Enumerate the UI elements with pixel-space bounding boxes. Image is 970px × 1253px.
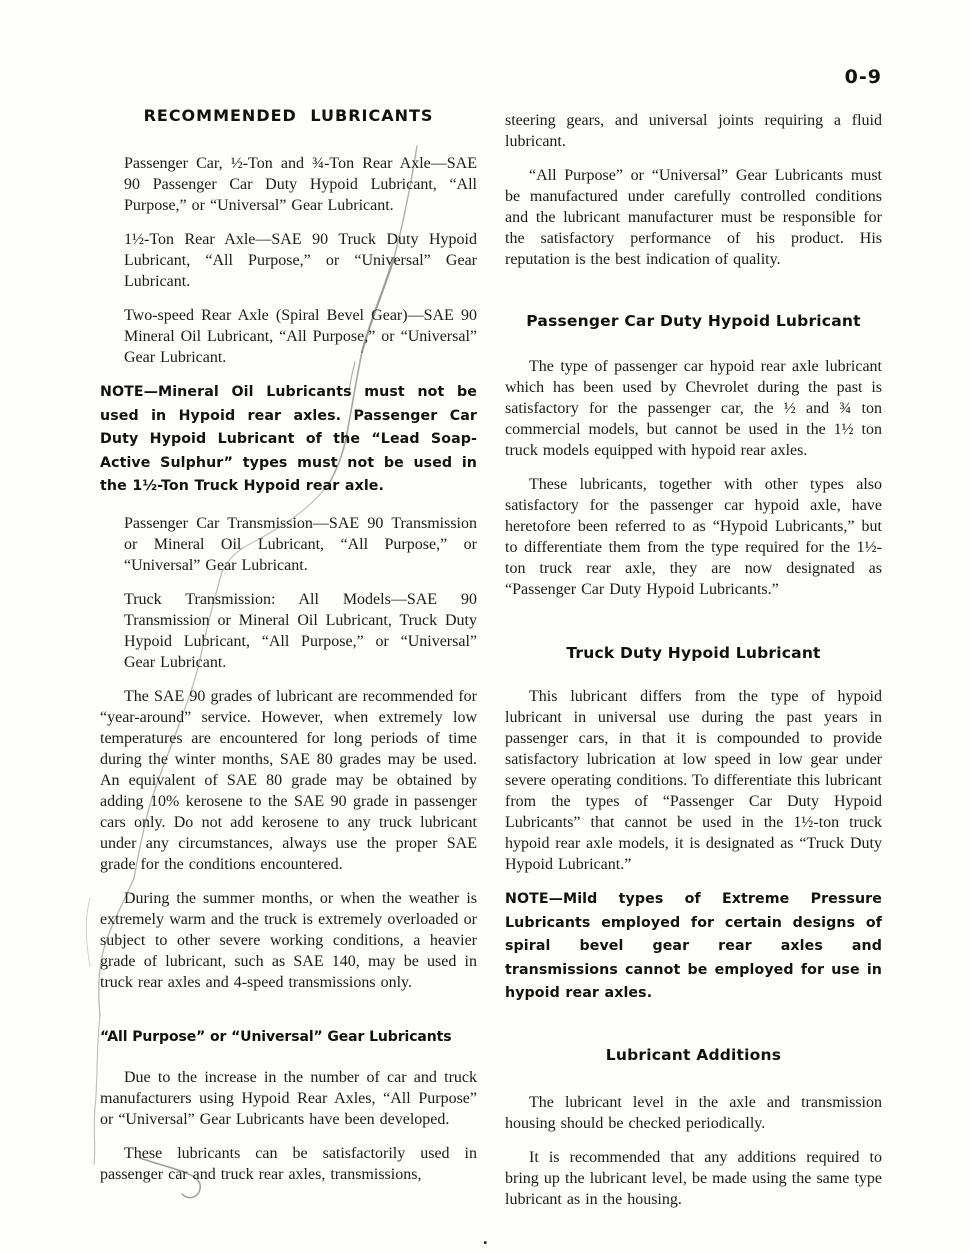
footer-mark: . bbox=[483, 1228, 488, 1248]
spec-paragraph-passenger-rear-axle: Passenger Car, ½-Ton and ¾-Ton Rear Axle—SAE 90 Passenger Car Duty Hypoid Lubricant, “All Purpose,” or “Universal” Gear Lubricant. bbox=[124, 155, 477, 214]
spec-paragraph-truck-transmission: Truck Transmission: All Models—SAE 90 Transmission or Mineral Oil Lubricant, Truck Duty Hypoid Lubricant, “All Purpose,” or “Universal” Gear Lubricant. bbox=[124, 590, 477, 671]
paragraph-due-to-increase: Due to the increase in the number of car and truck manufacturers using Hypoid Rear Axles, “All Purpose” or “Universal” Gear Lubricants have been developed. bbox=[100, 1068, 477, 1128]
subheading-all-purpose-lubricants: “All Purpose” or “Universal” Gear Lubricants bbox=[100, 1028, 452, 1045]
paragraph-must-be-manufactured: “All Purpose” or “Universal” Gear Lubricants must be manufactured under carefully controlled conditions and the lubricant manufacturer must be responsible for the satisfactory performance of his product. His reputation is the best indication of quality. bbox=[505, 167, 882, 268]
paragraph-additions-recommended: It is recommended that any additions required to bring up the lubricant level, be made using the same type lubricant as in the housing. bbox=[505, 1148, 882, 1208]
heading-passenger-car-duty-hypoid: Passenger Car Duty Hypoid Lubricant bbox=[526, 312, 861, 330]
heading-lubricant-additions: Lubricant Additions bbox=[605, 1045, 782, 1064]
paragraph-sae90-grades: The SAE 90 grades of lubricant are recommended for “year-around” service. However, when extremely low temperatures are encountered for long periods of time during the winter months, SAE 80 grades may be used. An equivalent of SAE 80 grade may be obtained by adding 10% kerosene to the SAE 90 grade in passenger cars only. Do not add kerosene to any truck lubricant under any circumstances, always use the proper SAE grade for the conditions encountered. bbox=[100, 687, 477, 873]
right-column bbox=[505, 0, 882, 1223]
page-number: 0-9 bbox=[844, 66, 882, 88]
spec-paragraph-passenger-transmission: Passenger Car Transmission—SAE 90 Transmission or Mineral Oil Lubricant, “All Purpose,” or “Universal” Gear Lubricant. bbox=[124, 514, 477, 574]
paragraph-these-lubricants: These lubricants can be satisfactorily used in passenger car and truck rear axles, transmissions, bbox=[100, 1144, 477, 1183]
heading-truck-duty-hypoid: Truck Duty Hypoid Lubricant bbox=[566, 644, 821, 662]
paragraph-summer-months: During the summer months, or when the weather is extremely warm and the truck is extremely overloaded or subject to other severe working conditions, a heavier grade of lubricant, such as SAE 140, may be used in truck rear axles and 4-speed transmissions only. bbox=[100, 889, 477, 991]
note-mild-extreme-pressure: NOTE—Mild types of Extreme Pressure Lubricants employed for certain designs of spiral bevel gear rear axles and transmissions cannot be employed for use in hypoid rear axles. bbox=[505, 891, 882, 1001]
spec-paragraph-two-speed-rear-axle: Two-speed Rear Axle (Spiral Bevel Gear)—SAE 90 Mineral Oil Lubricant, “All Purpose,” or “Universal” Gear Lubricant. bbox=[124, 307, 477, 366]
left-column bbox=[100, 0, 477, 1198]
paragraph-lubricant-level: The lubricant level in the axle and transmission housing should be checked periodically. bbox=[505, 1093, 882, 1132]
spec-paragraph-ton-rear-axle: 1½-Ton Rear Axle—SAE 90 Truck Duty Hypoid Lubricant, “All Purpose,” or “Universal” Gear Lubricant. bbox=[124, 231, 477, 290]
note-mineral-oil: NOTE—Mineral Oil Lubricants must not be used in Hypoid rear axles. Passenger Car Duty Hypoid Lubricant of the “Lead Soap-Active Sulphur” types must not be used in the 1½-Ton Truck Hypoid rear axle. bbox=[100, 384, 477, 494]
paragraph-heretofore-hypoid-lubricants: These lubricants, together with other types also satisfactory for the passenger car hypoid axle, have heretofore been referred to as “Hypoid Lubricants,” but to differentiate them from the type required for the 1½-ton truck rear axle, they are now designated as “Passenger Car Duty Hypoid Lubricants.” bbox=[505, 476, 882, 598]
page-title: RECOMMENDED LUBRICANTS bbox=[143, 106, 434, 125]
paragraph-lubricant-differs: This lubricant differs from the type of hypoid lubricant in universal use during the past years in passenger cars, in that it is compounded to provide satisfactory lubrication at low speed in low gear under severe operating conditions. To differentiate this lubricant from the types of “Passenger Car Duty Hypoid Lubricants” that cannot be used in the 1½-ton truck hypoid rear axle models, it is designated as “Truck Duty Hypoid Lubricant.” bbox=[505, 688, 882, 873]
paragraph-continuation-steering-gears: steering gears, and universal joints requiring a fluid lubricant. bbox=[505, 112, 882, 150]
paragraph-type-of-passenger-lubricant: The type of passenger car hypoid rear axle lubricant which has been used by Chevrolet during the past is satisfactory for the passenger car, the ½ and ¾ ton commercial models, but cannot be used in the 1½ ton truck models equipped with hypoid rear axles. bbox=[505, 358, 882, 459]
